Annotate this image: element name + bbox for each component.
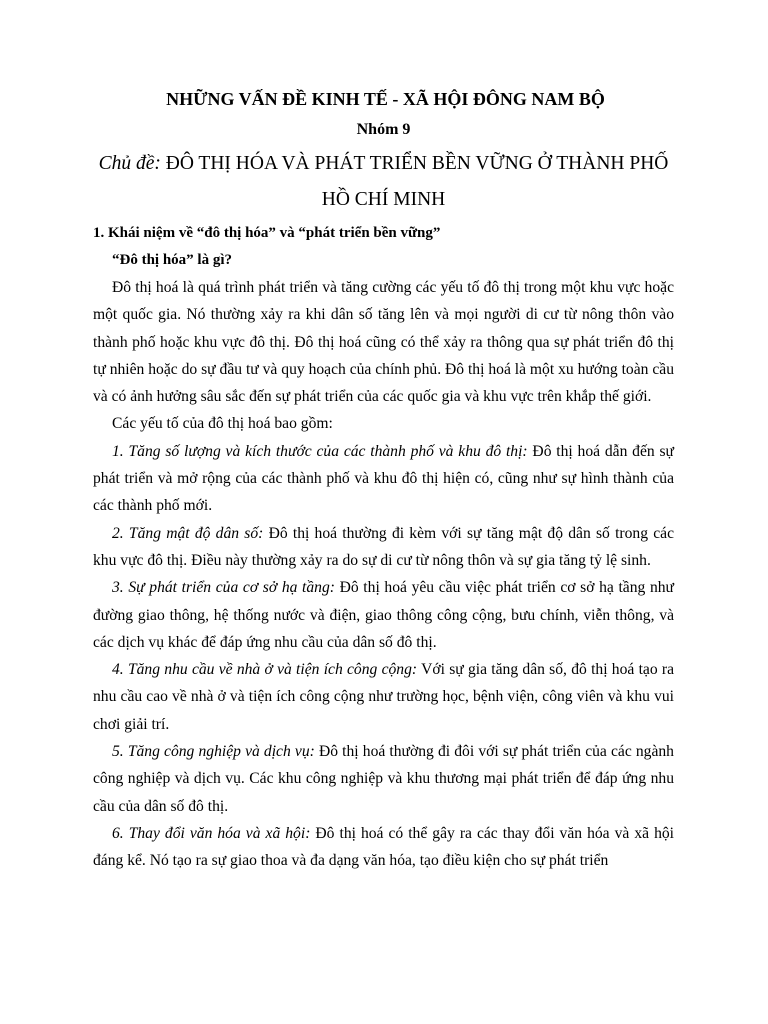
list-item (93, 520, 674, 575)
document-title: NHỮNG VẤN ĐỀ KINH TẾ - XÃ HỘI ĐÔNG NAM BỘ (166, 89, 605, 109)
list-item-label: 4. Tăng nhu cầu về nhà ở và tiện ích công cộng: (112, 661, 418, 679)
list-item (93, 656, 674, 738)
factors-intro: Các yếu tố của đô thị hoá bao gồm: (112, 415, 333, 433)
list-item-text: Đô thị hoá có thể gây ra các thay đổi văn hóa và xã hội đáng kể. Nó tạo ra sự giao thoa và đa dạng văn hóa, tạo điều kiện cho sự phát triển (93, 824, 674, 870)
list-item-label: 3. Sự phát triển của cơ sở hạ tầng: (112, 579, 335, 597)
subheading: “Đô thị hóa” là gì? (112, 252, 233, 268)
list-item-text: Đô thị hoá thường đi kèm với sự tăng mật độ dân số trong các khu vực đô thị. Điều này thường xảy ra do sự di cư từ nông thôn và sự gia tăng tỷ lệ sinh. (93, 524, 674, 569)
list-item (93, 574, 674, 656)
group-name: Nhóm 9 (356, 121, 411, 138)
list-item-text: Đô thị hoá thường đi đôi với sự phát triển của các ngành công nghiệp và dịch vụ. Các khu công nghiệp và khu thương mại phát triển để đáp ứng nhu cầu của dân số đô thị. (93, 743, 674, 815)
list-item (93, 438, 674, 520)
topic-line (93, 146, 674, 218)
list-item-text: Đô thị hoá dẫn đến sự phát triển và mở rộng của các thành phố và khu đô thị hiện có, cũng như sự hình thành của các thành phố mới. (93, 442, 674, 515)
list-item (93, 820, 674, 875)
document-content (93, 84, 674, 875)
list-item-label: 6. Thay đổi văn hóa và xã hội: (112, 824, 311, 842)
list-item-text: Đô thị hoá yêu cầu việc phát triển cơ sở hạ tầng như đường giao thông, hệ thống nước và điện, giao thông công cộng, bưu chính, viễn thông, và các dịch vụ khác để đáp ứng nhu cầu của dân số đô thị. (93, 579, 674, 651)
topic-text: ĐÔ THỊ HÓA VÀ PHÁT TRIỂN BỀN VỮNG Ở THÀNH PHỐ HỒ CHÍ MINH (160, 153, 669, 210)
list-item-label: 1. Tăng số lượng và kích thước của các thành phố và khu đô thị: (112, 442, 528, 460)
list-item-label: 5. Tăng công nghiệp và dịch vụ: (112, 743, 315, 761)
list-item (93, 738, 674, 820)
intro-paragraph: Đô thị hoá là quá trình phát triển và tăng cường các yếu tố đô thị trong một khu vực hoặc một quốc gia. Nó thường xảy ra khi dân số tăng lên và mọi người di cư từ nông thôn vào thành phố hoặc khu vực đô thị. Đô thị hoá cũng có thể xảy ra thông qua sự phát triển đô thị tự nhiên hoặc do sự đầu tư và quy hoạch của chính phủ. Đô thị hoá là một xu hướng toàn cầu và có ảnh hưởng sâu sắc đến sự phát triển của các quốc gia và khu vực trên khắp thế giới. (93, 279, 674, 406)
section-heading: 1. Khái niệm về “đô thị hóa” và “phát triển bền vững” (93, 225, 441, 241)
list-item-text: Với sự gia tăng dân số, đô thị hoá tạo ra nhu cầu cao về nhà ở và tiện ích công cộng như trường học, bệnh viện, công viên và khu vui chơi giải trí. (93, 661, 675, 733)
topic-label: Chủ đề: (98, 153, 161, 174)
list-item-label: 2. Tăng mật độ dân số: (112, 524, 264, 542)
